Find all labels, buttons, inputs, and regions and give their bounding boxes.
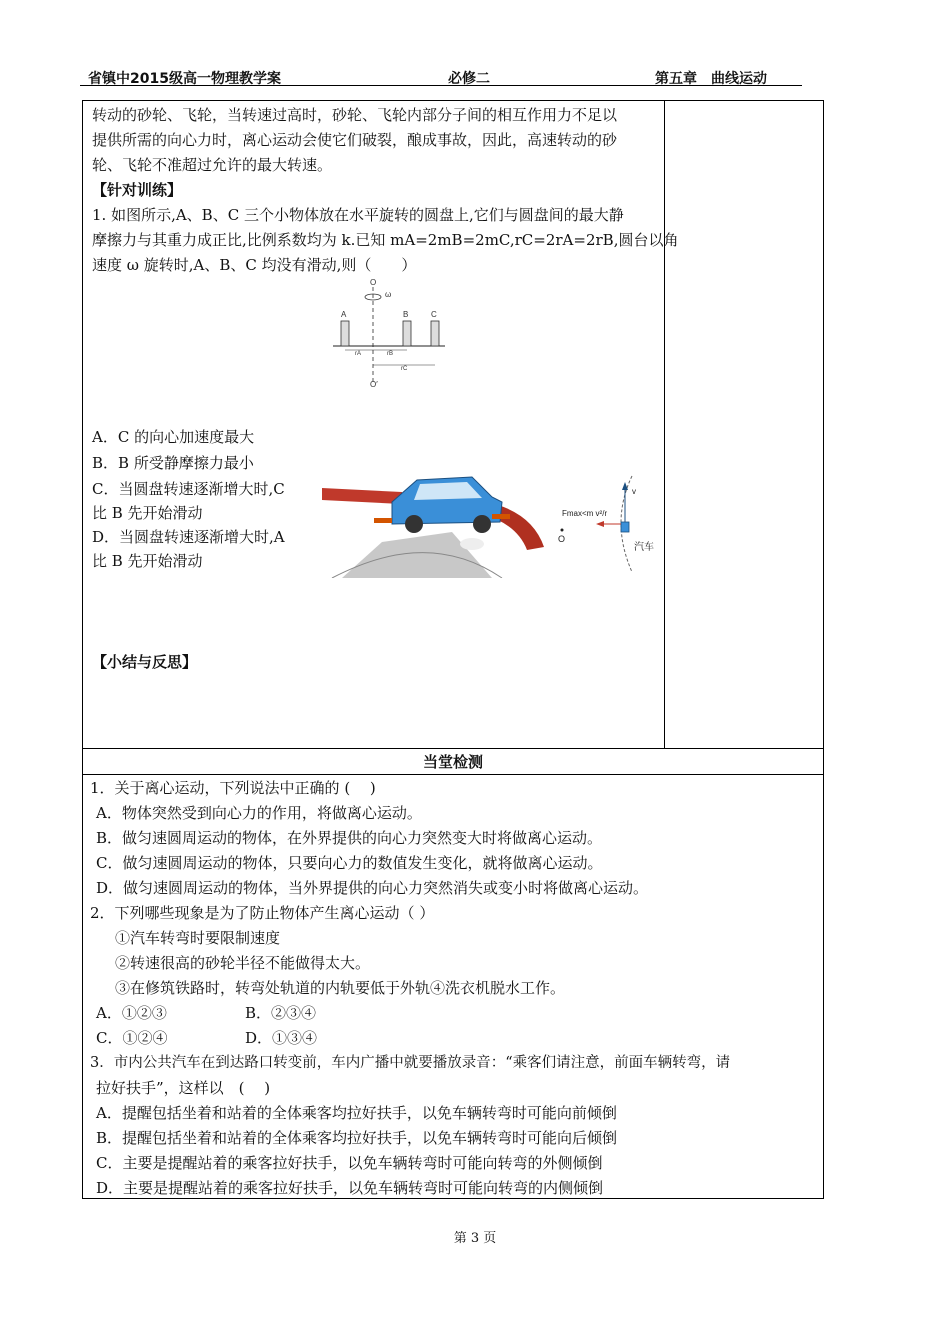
q1-line-2: 摩擦力与其重力成正比,比例系数均为 k.已知 mA=2mB=2mC,rC=2rA=2rB,圆台以角 — [92, 231, 679, 249]
block-a — [341, 321, 349, 346]
check-q2-b: B．②③④ — [245, 1004, 317, 1022]
label-c: C — [431, 310, 437, 319]
axis-o-prime-label: O′ — [370, 380, 378, 389]
option-d-cont: 比 B 先开始滑动 — [92, 552, 203, 570]
check-q2-item-1: ①汽车转弯时要限制速度 — [115, 929, 281, 947]
option-a: A．C 的向心加速度最大 — [92, 428, 255, 446]
check-q2: 2．下列哪些现象是为了防止物体产生离心运动（ ） — [90, 904, 435, 922]
header-right: 第五章 曲线运动 — [655, 71, 767, 87]
summary-title: 【小结与反思】 — [92, 653, 198, 671]
force-diagram — [552, 472, 664, 578]
check-q1-b: B．做匀速圆周运动的物体，在外界提供的向心力突然变大时将做离心运动。 — [96, 829, 603, 847]
check-q1-c: C．做匀速圆周运动的物体，只要向心力的数值发生变化，就将做离心运动。 — [96, 854, 603, 872]
option-c: C．当圆盘转速逐渐增大时,C — [92, 480, 285, 498]
check-q2-item-2: ②转速很高的砂轮半径不能做得太大。 — [115, 954, 371, 972]
q1-line-1: 1. 如图所示,A、B、C 三个小物体放在水平旋转的圆盘上,它们与圆盘间的最大静 — [92, 206, 624, 224]
check-q3-cont: 拉好扶手”，这样以 ( ) — [96, 1079, 271, 1097]
check-title: 当堂检测 — [422, 753, 483, 771]
para-line-3: 轮、飞轮不准超过允许的最大转速。 — [92, 156, 333, 174]
header-rule — [80, 85, 802, 86]
car-illustration — [322, 462, 547, 578]
check-q3: 3．市内公共汽车在到达路口转变前，车内广播中就要播放录音：“乘客们请注意，前面车辆转弯，请 — [90, 1055, 731, 1071]
label-rb: rB — [387, 351, 393, 357]
training-title: 【针对训练】 — [92, 181, 183, 199]
header-left: 省镇中2015级高一物理教学案 — [88, 71, 281, 87]
check-q2-c: C．①②④ — [96, 1029, 168, 1047]
check-q1-a: A．物体突然受到向心力的作用，将做离心运动。 — [96, 804, 422, 822]
option-b: B．B 所受静摩擦力最小 — [92, 454, 254, 472]
label-ra: rA — [355, 351, 361, 357]
check-q2-a: A．①②③ — [96, 1004, 167, 1022]
check-q3-c: C．主要是提醒站着的乘客拉好扶手，以免车辆转弯时可能向转弯的外侧倾倒 — [96, 1154, 603, 1172]
para-line-2: 提供所需的向心力时，离心运动会使它们破裂，酿成事故，因此，高速转动的砂 — [92, 131, 618, 149]
header-center: 必修二 — [448, 71, 490, 87]
block-b — [403, 321, 411, 346]
check-q3-a: A．提醒包括坐着和站着的全体乘客均拉好扶手，以免车辆转弯时可能向前倾倒 — [96, 1104, 617, 1122]
disk-figure — [325, 275, 450, 390]
check-q2-item-3: ③在修筑铁路时，转弯处轨道的内轨要低于外轨④洗衣机脱水工作。 — [115, 979, 566, 997]
section-divider — [82, 748, 824, 749]
omega-label: ω — [385, 290, 392, 299]
o-label: O — [558, 534, 566, 544]
car-label: 汽车 — [634, 542, 654, 553]
axis-o-label: O — [370, 278, 377, 287]
label-b: B — [403, 310, 409, 319]
option-d: D．当圆盘转速逐渐增大时,A — [92, 528, 285, 546]
v-label: v — [632, 487, 636, 496]
car-block — [621, 522, 629, 532]
margin-column-divider — [664, 100, 665, 748]
check-q2-d: D．①③④ — [245, 1029, 318, 1047]
q1-line-3: 速度 ω 旋转时,A、B、C 均没有滑动,则（ ） — [92, 256, 417, 274]
para-line-1: 转动的砂轮、飞轮，当转速过高时，砂轮、飞轮内部分子间的相互作用力不足以 — [92, 106, 618, 124]
label-a: A — [341, 310, 347, 319]
check-q1-d: D．做匀速圆周运动的物体，当外界提供的向心力突然消失或变小时将做离心运动。 — [96, 879, 649, 897]
option-c-cont: 比 B 先开始滑动 — [92, 504, 203, 522]
force-label: Fmax<m v²/r — [562, 509, 608, 518]
check-q3-b: B．提醒包括坐着和站着的全体乘客均拉好扶手，以免车辆转弯时可能向后倾倒 — [96, 1129, 618, 1147]
section-title-divider — [82, 774, 824, 775]
check-q3-d: D．主要是提醒站着的乘客拉好扶手，以免车辆转弯时可能向转弯的内侧倾倒 — [96, 1179, 604, 1197]
check-q1: 1．关于离心运动，下列说法中正确的 ( ) — [90, 779, 376, 797]
page-number: 第 3 页 — [453, 1231, 497, 1246]
block-c — [431, 321, 439, 346]
label-rc: rC — [401, 366, 408, 372]
